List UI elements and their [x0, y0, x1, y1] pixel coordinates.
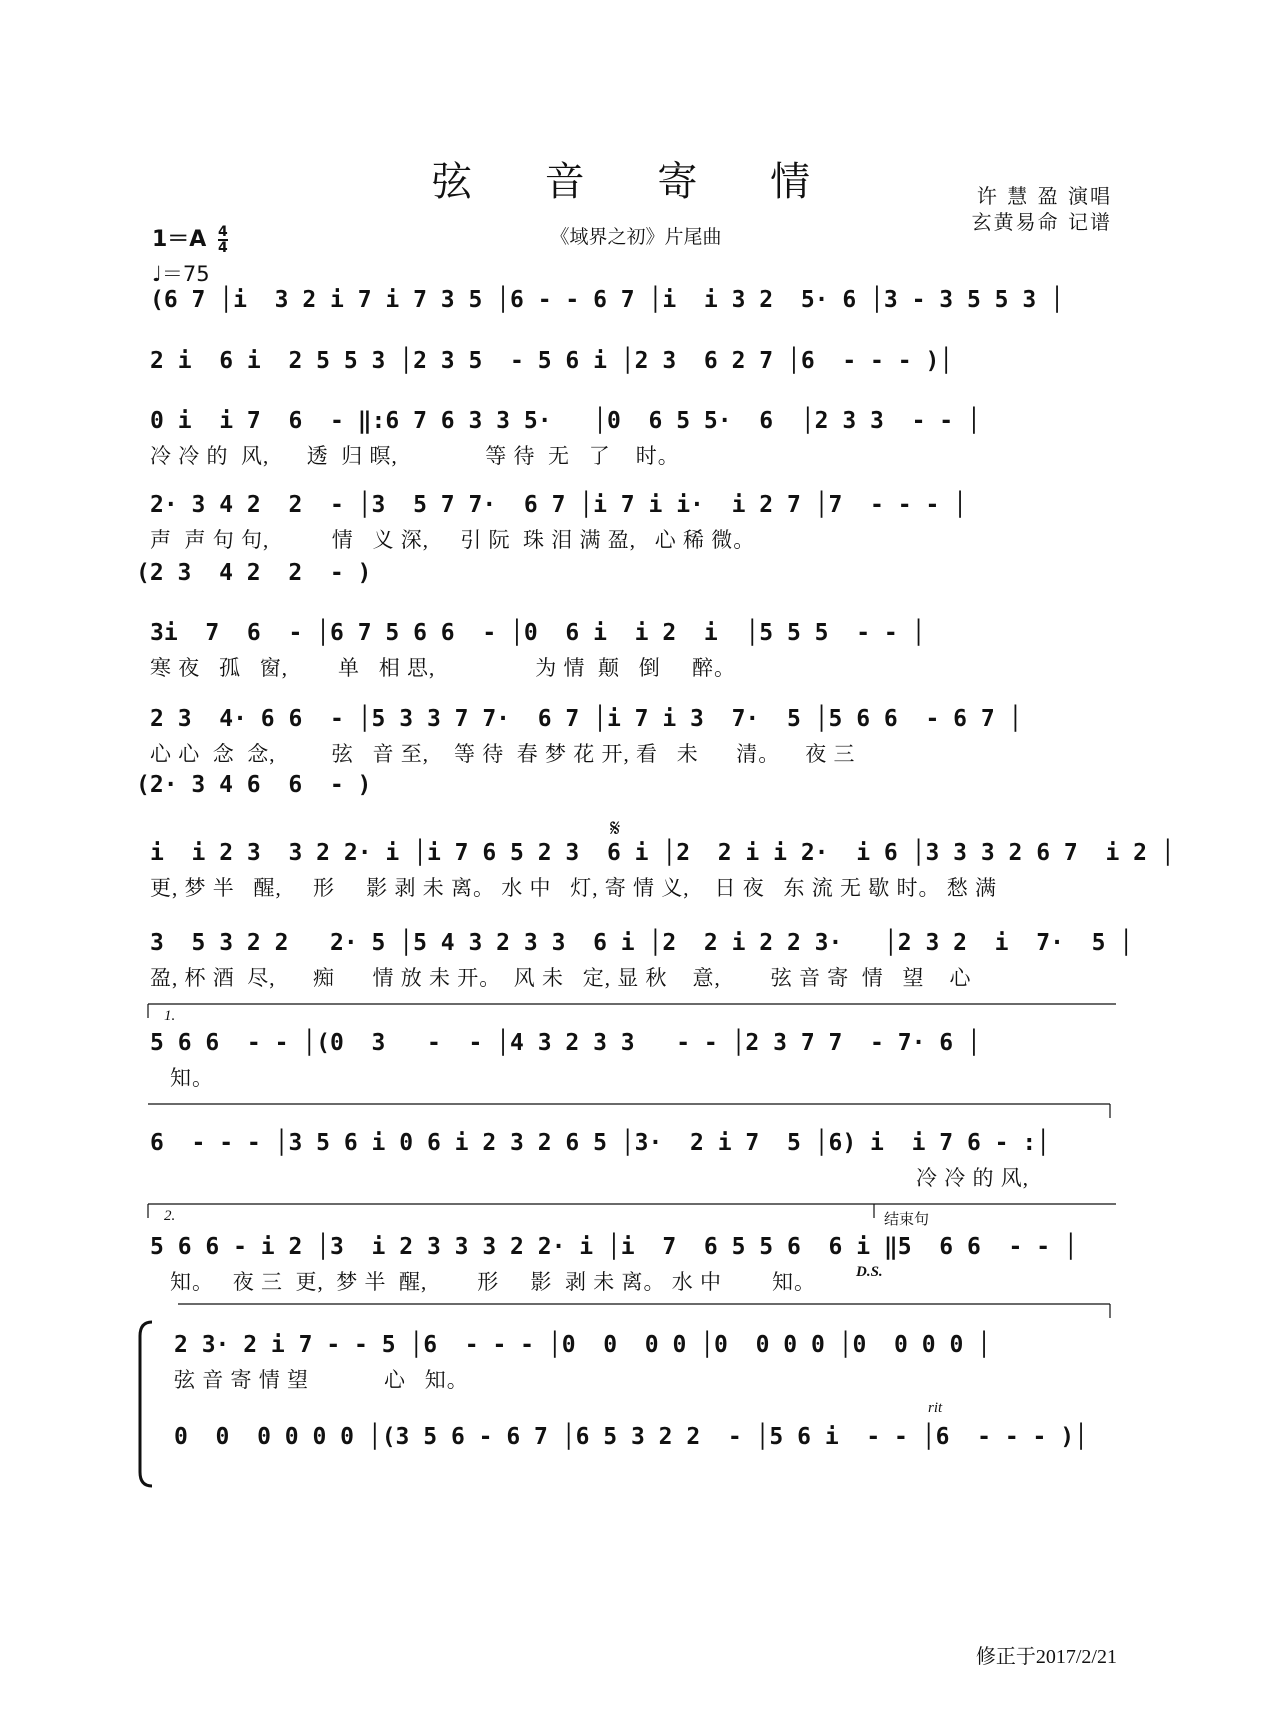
system-10-lyrics: 冷 冷 的 风,	[916, 1166, 1029, 1190]
time-numerator: 4	[218, 224, 228, 240]
revision-date: 修正于2017/2/21	[975, 1646, 1117, 1668]
system-4-notes: 2· 3 4 2 2 - │3 5 7 7· 6 7 │i 7 i i· i 2 7 │7 - - - │	[150, 492, 967, 518]
volta-1-label: 1.	[164, 1008, 176, 1024]
system-1-notes: (6 7 │i 3 2 i 7 i 7 3 5 │6 - - 6 7 │i i 3 2 5· 6 │3 - 3 5 5 3 │	[150, 287, 1064, 313]
volta-2-label: 2.	[164, 1208, 176, 1224]
system-6-notes: 2 3 4· 6 6 - │5 3 3 7 7· 6 7 │i 7 i 3 7· 5 │5 6 6 - 6 7 │	[150, 706, 1023, 732]
system-6-lyrics: 心 心 念 念, 弦 音 至, 等 待 春 梦 花 开, 看 未 清。 夜 三	[150, 742, 856, 766]
rit-mark: rit	[928, 1400, 943, 1416]
system-12-notes: 2 3· 2 i 7 - - 5 │6 - - - │0 0 0 0 │0 0 0 0 │0 0 0 0 │	[174, 1332, 991, 1358]
system-9-notes: 5 6 6 - - │(0 3 - - │4 3 2 3 3 - - │2 3 7 7 - 7· 6 │	[150, 1030, 981, 1056]
system-7-notes: i i 2 3 3 2 2· i │i 7 6 5 2 3 6 i │2 2 i i 2· i 6 │3 3 3 2 6 7 i 2 │	[150, 840, 1175, 866]
system-5-notes: 3i 7 6 - │6 7 5 6 6 - │0 6 i i 2 i │5 5 5 - - │	[150, 620, 926, 646]
system-3-notes: 0 i i 7 6 - ‖:6 7 6 3 3 5· │0 6 5 5· 6 │2 3 3 - - │	[150, 408, 981, 434]
system-5-lyrics: 寒 夜 孤 窗, 单 相 思, 为 情 颠 倒 醉。	[150, 656, 736, 680]
system-8-lyrics: 盈, 杯 酒 尽, 痴 情 放 未 开。 风 未 定, 显 秋 意, 弦 音 寄 情 望 心	[150, 966, 972, 990]
system-8-notes: 3 5 3 2 2 2· 5 │5 4 3 2 3 3 6 i │2 2 i 2 2 3· │2 3 2 i 7· 5 │	[150, 930, 1134, 956]
system-13-notes: 0 0 0 0 0 0 │(3 5 6 - 6 7 │6 5 3 2 2 - │5 6 i - - │6 - - - )│	[174, 1424, 1088, 1450]
ds-mark: D.S.	[856, 1264, 883, 1280]
system-10-notes: 6 - - - │3 5 6 i 0 6 i 2 3 2 6 5 │3· 2 i 7 5 │6) i i 7 6 - :│	[150, 1130, 1051, 1156]
ending-label: 结束句	[884, 1212, 930, 1228]
subtitle: 《域界之初》片尾曲	[550, 226, 722, 248]
system-2-notes: 2 i 6 i 2 5 5 3 │2 3 5 - 5 6 i │2 3 6 2 7 │6 - - - )│	[150, 348, 954, 374]
singer-credit: 许 慧 盈 演唱	[976, 184, 1112, 208]
tempo-mark: ♩＝75	[152, 262, 210, 286]
system-11-lyrics: 知。 夜 三 更, 梦 半 醒, 形 影 剥 未 离。 水 中 知。	[170, 1270, 816, 1294]
system-3-lyrics: 冷 冷 的 风, 透 归 暝, 等 待 无 了 时。	[150, 444, 680, 468]
page-title: 弦 音 寄 情	[431, 159, 841, 205]
system-7-lyrics: 更, 梦 半 醒, 形 影 剥 未 离。 水 中 灯, 寄 情 义, 日 夜 东 流 无 歇 时。 愁 满	[150, 876, 997, 900]
transcriber-credit: 玄黄易命 记谱	[971, 210, 1112, 234]
system-11-notes: 5 6 6 - i 2 │3 i 2 3 3 3 2 2· i │i 7 6 5 5 6 6 i ‖5 6 6 - - │	[150, 1234, 1078, 1260]
key-label: 1＝A	[152, 227, 207, 252]
system-12-lyrics: 弦 音 寄 情 望 心 知。	[174, 1368, 469, 1392]
time-denominator: 4	[218, 240, 228, 256]
system-6-interlude: (2· 3 4 6 6 - )	[136, 772, 372, 798]
system-4-lyrics: 声 声 句 句, 情 义 深, 引 阮 珠 泪 满 盈, 心 稀 微。	[150, 528, 756, 552]
system-9-lyrics: 知。	[170, 1066, 214, 1090]
system-4-interlude: (2 3 4 2 2 - )	[136, 560, 372, 586]
